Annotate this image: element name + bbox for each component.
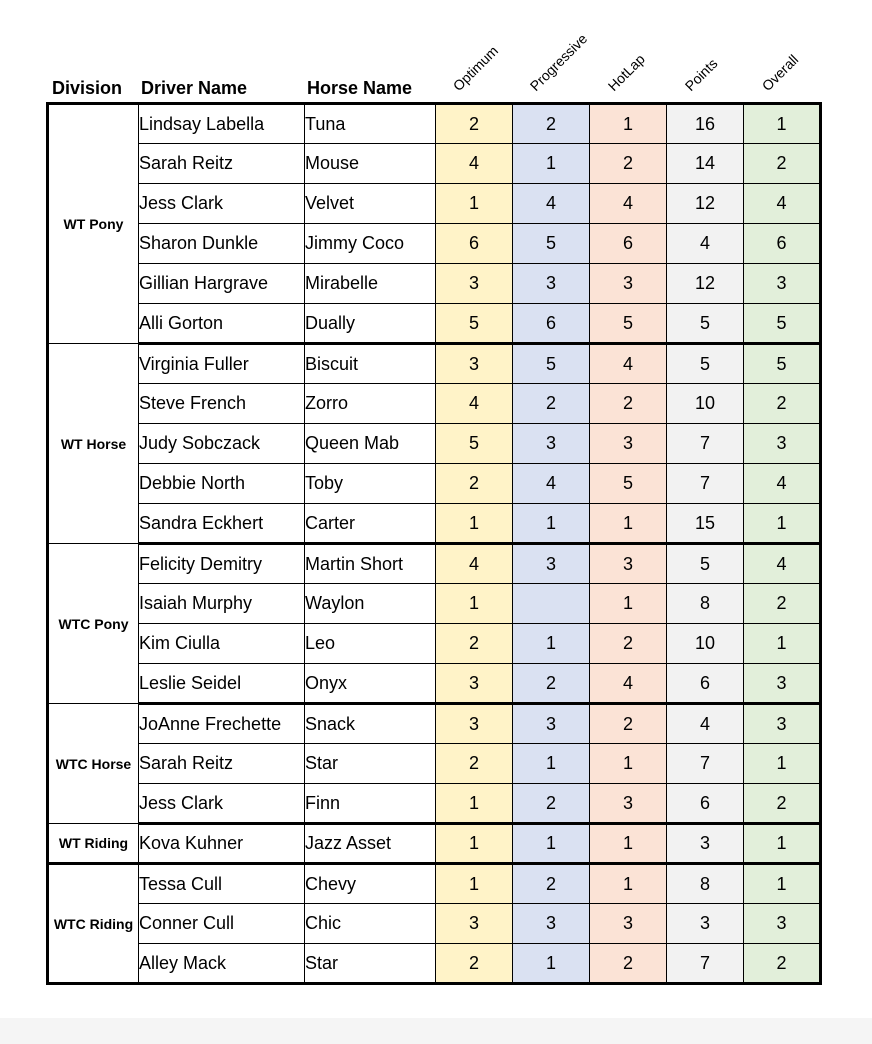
header-division: Division — [52, 78, 123, 98]
driver-name-cell: Virginia Fuller — [139, 344, 305, 384]
table-row — [48, 744, 821, 784]
horse-name-cell: Chevy — [305, 864, 436, 904]
horse-name-cell: Mouse — [305, 144, 436, 184]
table-row — [48, 624, 821, 664]
table-row — [48, 384, 821, 424]
optimum-cell: 3 — [436, 704, 513, 744]
progressive-cell: 2 — [513, 384, 590, 424]
division-cell: WTC Horse — [48, 704, 139, 824]
optimum-cell: 1 — [436, 184, 513, 224]
driver-name-cell: Lindsay Labella — [139, 104, 305, 144]
points-cell: 3 — [667, 824, 744, 864]
hotlap-cell: 3 — [590, 544, 667, 584]
points-cell: 5 — [667, 344, 744, 384]
overall-cell: 2 — [744, 584, 821, 624]
progressive-cell: 6 — [513, 304, 590, 344]
hotlap-cell: 1 — [590, 744, 667, 784]
header-hotlap: HotLap — [604, 50, 648, 94]
horse-name-cell: Biscuit — [305, 344, 436, 384]
table-row — [48, 184, 821, 224]
table-row — [48, 824, 821, 864]
table-row — [48, 864, 821, 904]
table-row — [48, 104, 821, 144]
points-cell: 10 — [667, 384, 744, 424]
driver-name-cell: Sandra Eckhert — [139, 504, 305, 544]
points-cell: 6 — [667, 784, 744, 824]
division-cell: WTC Pony — [48, 544, 139, 704]
table-row — [48, 544, 821, 584]
points-cell: 4 — [667, 704, 744, 744]
horse-name-cell: Mirabelle — [305, 264, 436, 304]
points-cell: 5 — [667, 544, 744, 584]
progressive-cell: 4 — [513, 184, 590, 224]
division-cell: WT Pony — [48, 104, 139, 344]
driver-name-cell: Alli Gorton — [139, 304, 305, 344]
results-body — [48, 104, 821, 984]
horse-name-cell: Waylon — [305, 584, 436, 624]
progressive-cell: 1 — [513, 504, 590, 544]
driver-name-cell: Kim Ciulla — [139, 624, 305, 664]
horse-name-cell: Carter — [305, 504, 436, 544]
optimum-cell: 1 — [436, 784, 513, 824]
horse-name-cell: Onyx — [305, 664, 436, 704]
overall-cell: 2 — [744, 384, 821, 424]
progressive-cell: 5 — [513, 344, 590, 384]
table-row — [48, 904, 821, 944]
points-cell: 6 — [667, 664, 744, 704]
progressive-cell: 2 — [513, 104, 590, 144]
progressive-cell: 3 — [513, 544, 590, 584]
overall-cell: 1 — [744, 104, 821, 144]
driver-name-cell: Alley Mack — [139, 944, 305, 984]
division-cell: WT Riding — [48, 824, 139, 864]
overall-cell: 1 — [744, 624, 821, 664]
points-cell: 7 — [667, 944, 744, 984]
hotlap-cell: 1 — [590, 584, 667, 624]
overall-cell: 6 — [744, 224, 821, 264]
hotlap-cell: 1 — [590, 824, 667, 864]
optimum-cell: 5 — [436, 304, 513, 344]
table-row — [48, 584, 821, 624]
progressive-cell: 1 — [513, 744, 590, 784]
horse-name-cell: Snack — [305, 704, 436, 744]
hotlap-cell: 6 — [590, 224, 667, 264]
hotlap-cell: 4 — [590, 344, 667, 384]
hotlap-cell: 2 — [590, 944, 667, 984]
points-cell: 8 — [667, 864, 744, 904]
overall-cell: 3 — [744, 664, 821, 704]
horse-name-cell: Star — [305, 944, 436, 984]
overall-cell: 1 — [744, 864, 821, 904]
overall-cell: 5 — [744, 304, 821, 344]
points-cell: 4 — [667, 224, 744, 264]
points-cell: 8 — [667, 584, 744, 624]
table-row — [48, 704, 821, 744]
hotlap-cell: 3 — [590, 264, 667, 304]
points-cell: 5 — [667, 304, 744, 344]
points-cell: 12 — [667, 264, 744, 304]
header-optimum: Optimum — [449, 42, 502, 94]
table-row — [48, 504, 821, 544]
header-overall: Overall — [758, 51, 802, 94]
table-row — [48, 944, 821, 984]
hotlap-cell: 2 — [590, 704, 667, 744]
optimum-cell: 1 — [436, 584, 513, 624]
hotlap-cell: 5 — [590, 464, 667, 504]
optimum-cell: 5 — [436, 424, 513, 464]
header-horse-name: Horse Name — [307, 78, 413, 98]
optimum-cell: 1 — [436, 864, 513, 904]
progressive-cell: 5 — [513, 224, 590, 264]
driver-name-cell: Leslie Seidel — [139, 664, 305, 704]
hotlap-cell: 2 — [590, 384, 667, 424]
points-cell: 12 — [667, 184, 744, 224]
points-cell: 16 — [667, 104, 744, 144]
optimum-cell: 6 — [436, 224, 513, 264]
driver-name-cell: Steve French — [139, 384, 305, 424]
horse-name-cell: Chic — [305, 904, 436, 944]
progressive-cell: 3 — [513, 424, 590, 464]
table-row — [48, 784, 821, 824]
overall-cell: 4 — [744, 184, 821, 224]
overall-cell: 3 — [744, 904, 821, 944]
overall-cell: 1 — [744, 744, 821, 784]
optimum-cell: 2 — [436, 944, 513, 984]
horse-name-cell: Velvet — [305, 184, 436, 224]
optimum-cell: 1 — [436, 824, 513, 864]
horse-name-cell: Tuna — [305, 104, 436, 144]
overall-cell: 4 — [744, 464, 821, 504]
driver-name-cell: Judy Sobczack — [139, 424, 305, 464]
driver-name-cell: Sarah Reitz — [139, 144, 305, 184]
header-points: Points — [681, 55, 721, 94]
driver-name-cell: Kova Kuhner — [139, 824, 305, 864]
driver-name-cell: Gillian Hargrave — [139, 264, 305, 304]
optimum-cell: 3 — [436, 264, 513, 304]
driver-name-cell: Tessa Cull — [139, 864, 305, 904]
optimum-cell: 3 — [436, 664, 513, 704]
progressive-cell: 3 — [513, 904, 590, 944]
horse-name-cell: Queen Mab — [305, 424, 436, 464]
table-row — [48, 264, 821, 304]
page-bottom-strip — [0, 1018, 872, 1044]
points-cell: 7 — [667, 424, 744, 464]
division-cell: WT Horse — [48, 344, 139, 544]
horse-name-cell: Star — [305, 744, 436, 784]
driver-name-cell: Sharon Dunkle — [139, 224, 305, 264]
header-progressive: Progressive — [526, 30, 591, 94]
table-row — [48, 344, 821, 384]
points-cell: 7 — [667, 464, 744, 504]
hotlap-cell: 4 — [590, 184, 667, 224]
progressive-cell: 2 — [513, 784, 590, 824]
results-table — [46, 102, 822, 985]
progressive-cell: 1 — [513, 824, 590, 864]
optimum-cell: 2 — [436, 104, 513, 144]
progressive-cell: 4 — [513, 464, 590, 504]
driver-name-cell: Isaiah Murphy — [139, 584, 305, 624]
overall-cell: 2 — [744, 144, 821, 184]
points-cell: 15 — [667, 504, 744, 544]
driver-name-cell: Felicity Demitry — [139, 544, 305, 584]
overall-cell: 3 — [744, 424, 821, 464]
hotlap-cell: 5 — [590, 304, 667, 344]
table-row — [48, 464, 821, 504]
header-driver-name: Driver Name — [141, 78, 248, 98]
table-row — [48, 664, 821, 704]
horse-name-cell: Dually — [305, 304, 436, 344]
driver-name-cell: Jess Clark — [139, 784, 305, 824]
points-cell: 3 — [667, 904, 744, 944]
progressive-cell: 1 — [513, 624, 590, 664]
optimum-cell: 3 — [436, 344, 513, 384]
hotlap-cell: 3 — [590, 904, 667, 944]
horse-name-cell: Finn — [305, 784, 436, 824]
driver-name-cell: Conner Cull — [139, 904, 305, 944]
hotlap-cell: 1 — [590, 504, 667, 544]
optimum-cell: 4 — [436, 544, 513, 584]
hotlap-cell: 3 — [590, 784, 667, 824]
horse-name-cell: Jazz Asset — [305, 824, 436, 864]
hotlap-cell: 4 — [590, 664, 667, 704]
overall-cell: 3 — [744, 704, 821, 744]
overall-cell: 5 — [744, 344, 821, 384]
optimum-cell: 3 — [436, 904, 513, 944]
overall-cell: 4 — [744, 544, 821, 584]
hotlap-cell: 1 — [590, 864, 667, 904]
overall-cell: 2 — [744, 784, 821, 824]
optimum-cell: 2 — [436, 624, 513, 664]
progressive-cell: 1 — [513, 144, 590, 184]
division-cell: WTC Riding — [48, 864, 139, 984]
hotlap-cell: 2 — [590, 144, 667, 184]
points-cell: 10 — [667, 624, 744, 664]
overall-cell: 3 — [744, 264, 821, 304]
table-row — [48, 424, 821, 464]
points-cell: 7 — [667, 744, 744, 784]
horse-name-cell: Toby — [305, 464, 436, 504]
hotlap-cell: 2 — [590, 624, 667, 664]
optimum-cell: 2 — [436, 744, 513, 784]
optimum-cell: 4 — [436, 144, 513, 184]
optimum-cell: 1 — [436, 504, 513, 544]
overall-cell: 2 — [744, 944, 821, 984]
points-cell: 14 — [667, 144, 744, 184]
table-row — [48, 144, 821, 184]
optimum-cell: 4 — [436, 384, 513, 424]
optimum-cell: 2 — [436, 464, 513, 504]
progressive-cell: 2 — [513, 664, 590, 704]
driver-name-cell: Debbie North — [139, 464, 305, 504]
horse-name-cell: Zorro — [305, 384, 436, 424]
table-row — [48, 304, 821, 344]
horse-name-cell: Martin Short — [305, 544, 436, 584]
overall-cell: 1 — [744, 504, 821, 544]
driver-name-cell: Jess Clark — [139, 184, 305, 224]
progressive-cell: 3 — [513, 264, 590, 304]
driver-name-cell: Sarah Reitz — [139, 744, 305, 784]
table-row — [48, 224, 821, 264]
progressive-cell — [513, 584, 590, 624]
horse-name-cell: Leo — [305, 624, 436, 664]
progressive-cell: 1 — [513, 944, 590, 984]
driver-name-cell: JoAnne Frechette — [139, 704, 305, 744]
progressive-cell: 3 — [513, 704, 590, 744]
overall-cell: 1 — [744, 824, 821, 864]
horse-name-cell: Jimmy Coco — [305, 224, 436, 264]
hotlap-cell: 1 — [590, 104, 667, 144]
progressive-cell: 2 — [513, 864, 590, 904]
hotlap-cell: 3 — [590, 424, 667, 464]
